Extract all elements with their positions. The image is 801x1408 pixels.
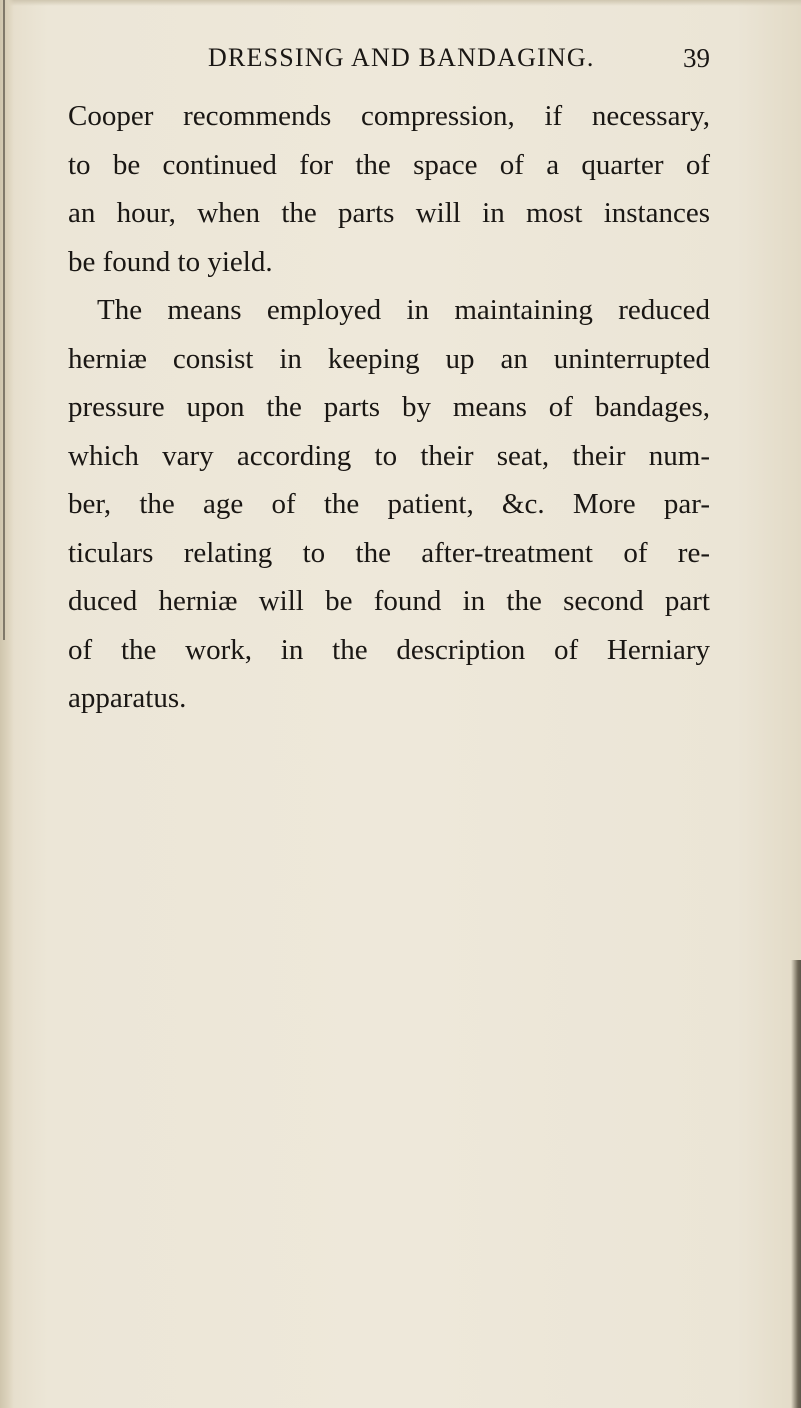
text-line: which vary according to their seat, their num- <box>68 439 710 472</box>
page-top-edge <box>0 0 801 6</box>
page-binding-line <box>3 0 5 640</box>
text-line: ticulars relating to the after-treatment of re- <box>68 536 710 569</box>
text-line: an hour, when the parts will in most instances <box>68 197 710 229</box>
text-line: pressure upon the parts by means of bandages, <box>68 391 710 423</box>
page-edge-shadow <box>791 960 801 1408</box>
running-head: DRESSING AND BANDAGING. <box>208 43 595 72</box>
text-line: be found to yield. <box>68 245 273 278</box>
text-line: of the work, in the description of Herniary <box>68 633 710 666</box>
text-line: herniæ consist in keeping up an uninterrupted <box>68 342 710 375</box>
text-line: to be continued for the space of a quarter of <box>68 148 710 181</box>
text-line: duced herniæ will be found in the second part <box>68 585 710 617</box>
text-line: ber, the age of the patient, &c. More par- <box>68 488 710 520</box>
text-line: The means employed in maintaining reduced <box>97 294 710 326</box>
body-text <box>68 92 710 723</box>
text-line: Cooper recommends compression, if necessary, <box>68 100 710 132</box>
page-header <box>0 36 801 80</box>
text-line: apparatus. <box>68 682 187 714</box>
page-number: 39 <box>683 43 710 73</box>
